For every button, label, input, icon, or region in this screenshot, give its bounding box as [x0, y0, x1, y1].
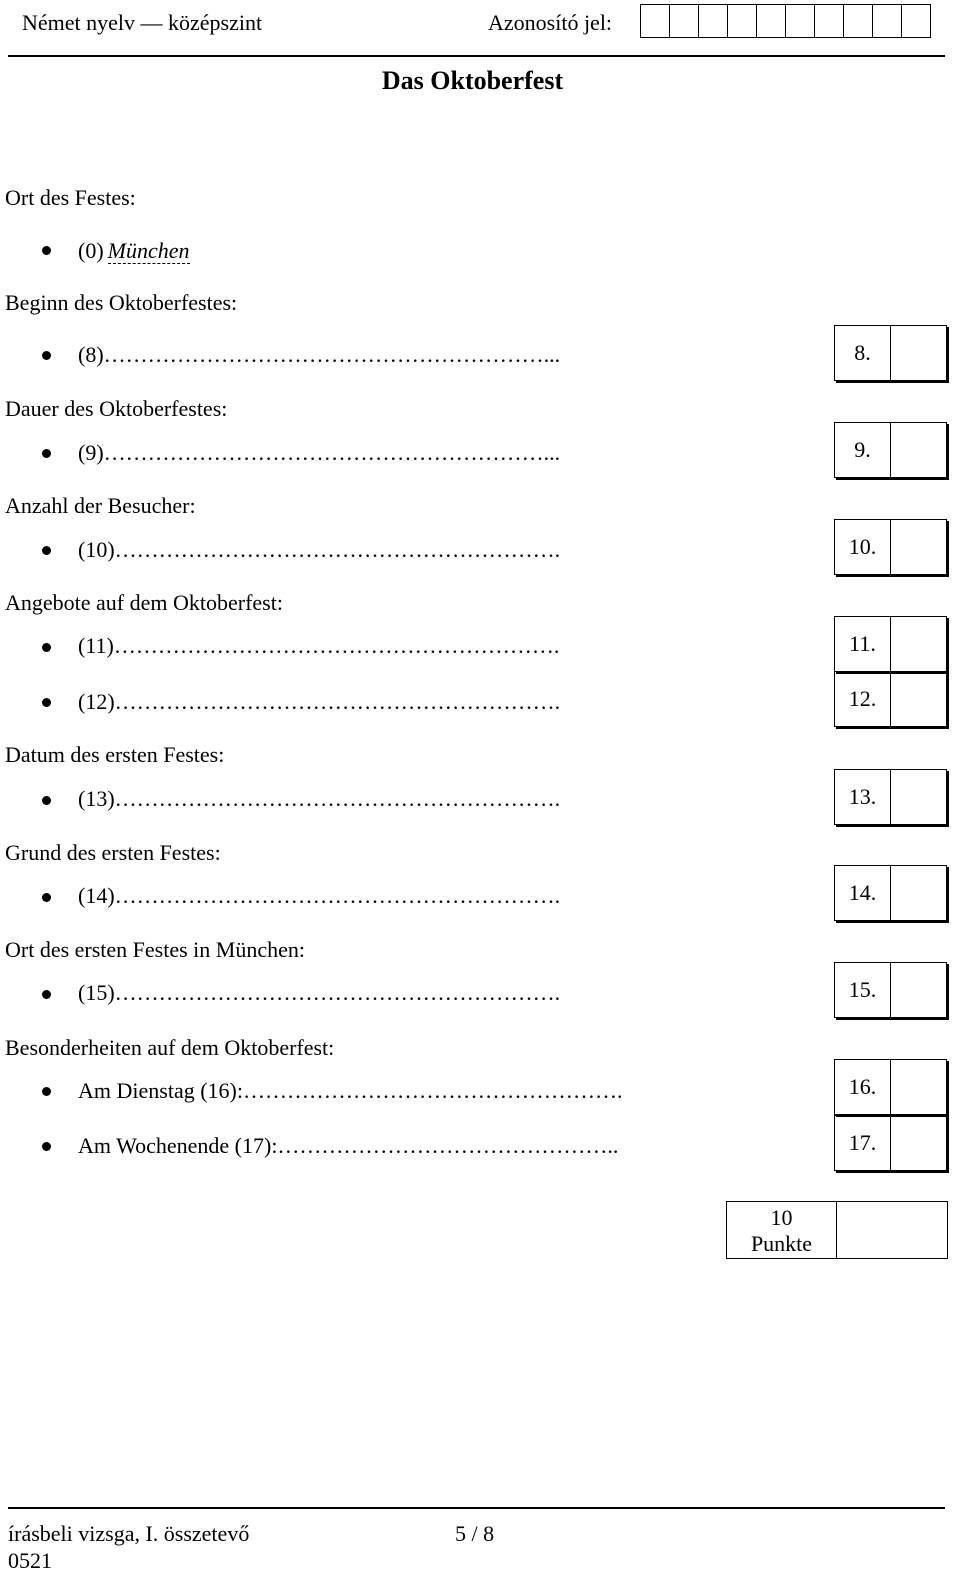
id-box-1[interactable]	[640, 4, 670, 38]
section-heading-dauer: Dauer des Oktoberfestes:	[5, 396, 228, 421]
id-box-2[interactable]	[669, 4, 699, 38]
answer-box-17	[834, 1115, 947, 1171]
id-box-3[interactable]	[698, 4, 728, 38]
points-label: Punkte	[750, 1231, 813, 1256]
header-rule	[8, 55, 945, 57]
answer-number: 16.	[834, 1059, 890, 1115]
score-field[interactable]	[890, 962, 947, 1018]
item-8[interactable]: (8)……………………………………………………...	[78, 342, 561, 367]
item-0-label: (0)	[78, 238, 104, 263]
section-heading-anzahl: Anzahl der Besucher:	[5, 493, 196, 518]
bullet	[42, 1142, 51, 1151]
answer-box-14	[834, 865, 947, 921]
header-subject: Német nyelv — középszint	[22, 10, 263, 35]
total-score-label	[726, 1201, 836, 1259]
total-score-box	[726, 1201, 948, 1259]
total-points: 10	[770, 1205, 793, 1230]
item-11[interactable]: (11)…………………………………………………….	[78, 633, 560, 658]
bullet	[42, 246, 51, 255]
answer-number: 11.	[834, 616, 890, 672]
total-score-field[interactable]	[836, 1201, 948, 1259]
item-12[interactable]: (12)…………………………………………………….	[78, 689, 561, 714]
section-heading-ort: Ort des Festes:	[5, 185, 136, 210]
item-17[interactable]: Am Wochenende (17):………………………………………..	[78, 1133, 619, 1158]
answer-box-15	[834, 962, 947, 1018]
id-box-4[interactable]	[727, 4, 757, 38]
footer-code: 0521	[8, 1548, 52, 1573]
section-heading-besonderheiten: Besonderheiten auf dem Oktoberfest:	[5, 1035, 335, 1060]
answer-number: 15.	[834, 962, 890, 1018]
id-box-9[interactable]	[872, 4, 902, 38]
header-id-label: Azonosító jel:	[488, 10, 613, 35]
bullet	[42, 643, 51, 652]
score-field[interactable]	[890, 671, 947, 727]
section-heading-angebote: Angebote auf dem Oktoberfest:	[5, 590, 283, 615]
id-box-10[interactable]	[901, 4, 931, 38]
footer-rule	[8, 1507, 945, 1509]
answer-box-11	[834, 616, 947, 672]
score-field[interactable]	[890, 519, 947, 575]
item-10[interactable]: (10)…………………………………………………….	[78, 537, 561, 562]
id-box-5[interactable]	[756, 4, 786, 38]
section-heading-grund: Grund des ersten Festes:	[5, 840, 221, 865]
bullet	[42, 796, 51, 805]
score-field[interactable]	[890, 616, 947, 672]
bullet	[42, 1087, 51, 1096]
bullet	[42, 546, 51, 555]
answer-box-10	[834, 519, 947, 575]
footer-page-number: 5 / 8	[455, 1521, 495, 1546]
bullet	[42, 351, 51, 360]
item-15[interactable]: (15)…………………………………………………….	[78, 980, 561, 1005]
item-16[interactable]: Am Dienstag (16):…………………………………………….	[78, 1078, 623, 1103]
bullet	[42, 698, 51, 707]
answer-number: 13.	[834, 769, 890, 825]
item-14[interactable]: (14)…………………………………………………….	[78, 883, 561, 908]
answer-box-9	[834, 422, 947, 478]
answer-box-16	[834, 1059, 947, 1115]
score-field[interactable]	[890, 769, 947, 825]
answer-number: 17.	[834, 1115, 890, 1171]
answer-box-8	[834, 325, 947, 381]
page-title: Das Oktoberfest	[381, 66, 564, 95]
bullet	[42, 893, 51, 902]
section-heading-ort-erstes: Ort des ersten Festes in München:	[5, 937, 305, 962]
score-field[interactable]	[890, 422, 947, 478]
id-box-7[interactable]	[814, 4, 844, 38]
section-heading-beginn: Beginn des Oktoberfestes:	[5, 290, 238, 315]
answer-number: 10.	[834, 519, 890, 575]
score-field[interactable]	[890, 1115, 947, 1171]
item-0	[78, 238, 190, 264]
section-heading-datum: Datum des ersten Festes:	[5, 742, 225, 767]
id-code-boxes	[641, 4, 931, 38]
id-box-6[interactable]	[785, 4, 815, 38]
answer-box-12	[834, 671, 947, 727]
bullet	[42, 990, 51, 999]
example-answer: München	[107, 238, 190, 263]
score-field[interactable]	[890, 1059, 947, 1115]
item-9[interactable]: (9)……………………………………………………...	[78, 440, 561, 465]
answer-number: 14.	[834, 865, 890, 921]
answer-number: 12.	[834, 671, 890, 727]
footer-exam: írásbeli vizsga, I. összetevő	[8, 1521, 250, 1546]
id-box-8[interactable]	[843, 4, 873, 38]
answer-number: 9.	[834, 422, 890, 478]
answer-number: 8.	[834, 325, 890, 381]
item-13[interactable]: (13)…………………………………………………….	[78, 786, 561, 811]
score-field[interactable]	[890, 325, 947, 381]
answer-box-13	[834, 769, 947, 825]
score-field[interactable]	[890, 865, 947, 921]
bullet	[42, 449, 51, 458]
